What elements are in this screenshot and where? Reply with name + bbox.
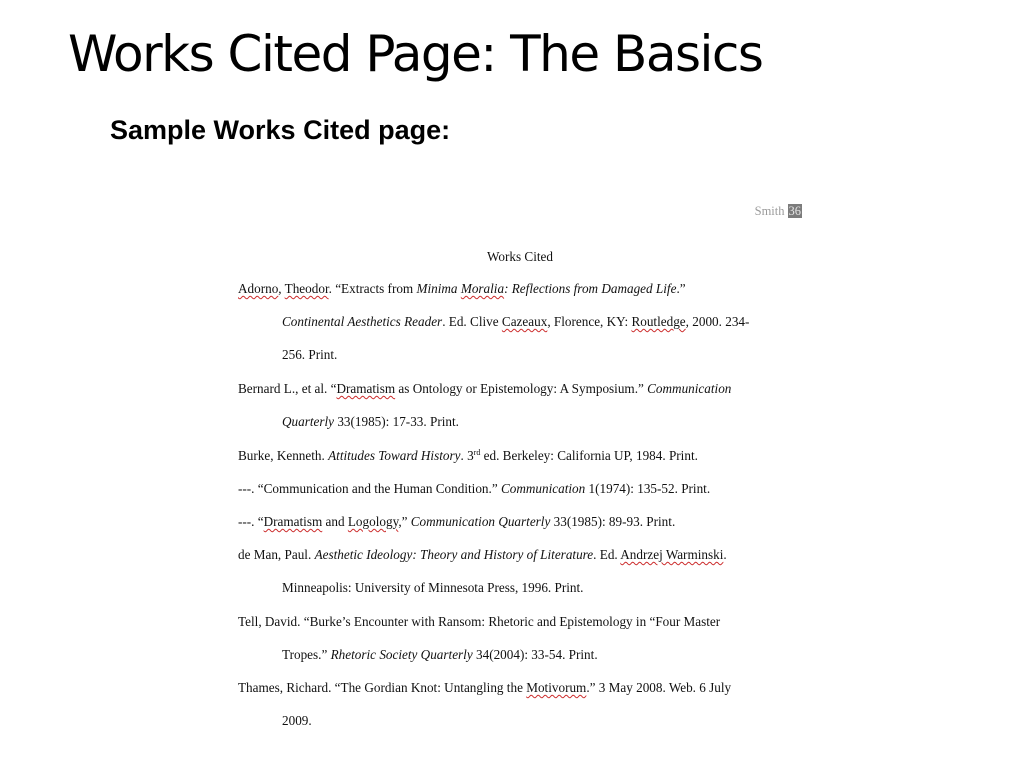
citation-text: ---. “ [238,514,264,529]
citation-line [238,547,727,563]
citation-text: . [723,547,727,562]
citation-line [282,713,312,729]
citation-text: . Ed. Clive [442,314,502,329]
citation-text: rd [473,448,481,457]
citation-text: .” 3 May 2008. Web. 6 July [586,680,732,695]
spellcheck-flagged-text: Andrzej Warminski [620,547,724,562]
citation-text: as Ontology or Epistemology: A Symposium.” [395,381,648,396]
citation-text: ---. “Communication and the Human Condition.” [238,481,501,496]
italic-title-text: Continental Aesthetics Reader [282,314,443,329]
spellcheck-flagged-text: Routledge [631,314,686,329]
citation-line [238,514,675,530]
citation-text: de Man, Paul. [238,547,315,562]
citation-line [282,347,337,363]
citation-text: Tropes.” [282,647,331,662]
citation-text: 2009. [282,713,312,728]
citation-line [238,481,710,497]
citation-line [238,381,731,397]
citation-text: . 3 [460,448,474,463]
citation-line [238,281,686,297]
citation-text: Bernard L., et al. “ [238,381,337,396]
slide-subtitle: Sample Works Cited page: [110,115,451,145]
citation-text: ,” [398,514,411,529]
spellcheck-flagged-text: Adorno [238,281,279,296]
spellcheck-flagged-text: Motivorum [526,680,587,695]
spellcheck-flagged-text: Moralia [460,281,505,296]
citation-line [238,448,698,464]
works-cited-sample-page [230,195,810,740]
citation-text: . Ed. [593,547,621,562]
spellcheck-flagged-text: Logology [347,514,399,529]
italic-title-text: Communication [500,481,586,496]
citation-line [282,647,598,663]
citation-text: and [322,514,348,529]
citation-text: 1(1974): 135-52. Print. [585,481,711,496]
spellcheck-flagged-text: Theodor [284,281,329,296]
citation-text: , [278,281,285,296]
citation-line [238,614,720,630]
citation-text: Tell, David. “Burke’s Encounter with Ransom: Rhetoric and Epistemology in “Four Master [238,614,721,629]
citation-line [282,580,583,596]
citation-line [282,414,459,430]
citation-text: , 2000. 234- [685,314,750,329]
italic-title-text: Communication Quarterly [410,514,551,529]
slide-title: Works Cited Page: The Basics [68,25,763,83]
citation-text: ed. Berkeley: California UP, 1984. Print. [480,448,698,463]
citation-text: 256. Print. [282,347,338,362]
citation-text: 34(2004): 33-54. Print. [472,647,598,662]
citation-text: Minneapolis: University of Minnesota Press, 1996. Print. [282,580,584,595]
citation-line [238,680,731,696]
italic-title-text: Rhetoric Society Quarterly [330,647,473,662]
citation-text: . “Extracts from [328,281,417,296]
italic-title-text: Quarterly [282,414,335,429]
header-author: Smith [754,204,785,218]
citation-text: Thames, Richard. “The Gordian Knot: Untangling the [238,680,527,695]
spellcheck-flagged-text: Dramatism [263,514,323,529]
spellcheck-flagged-text: Cazeaux [501,314,548,329]
citation-text: , Florence, KY: [547,314,632,329]
spellcheck-flagged-text: Dramatism [336,381,396,396]
citation-text: .” [676,281,686,296]
italic-title-text: : Reflections from Damaged Life [504,281,677,296]
citation-text: 33(1985): 89-93. Print. [550,514,676,529]
italic-title-text: Aesthetic Ideology: Theory and History of Literature [314,547,594,562]
header-page-number: 36 [788,204,801,218]
citation-line [282,314,749,330]
page-header [755,204,802,219]
citation-text: 33(1985): 17-33. Print. [334,414,459,429]
italic-title-text: Minima [416,281,461,296]
works-cited-heading: Works Cited [487,249,553,264]
citation-text: Burke, Kenneth. [238,448,329,463]
italic-title-text: Communication [647,381,732,396]
italic-title-text: Attitudes Toward History [328,448,461,463]
